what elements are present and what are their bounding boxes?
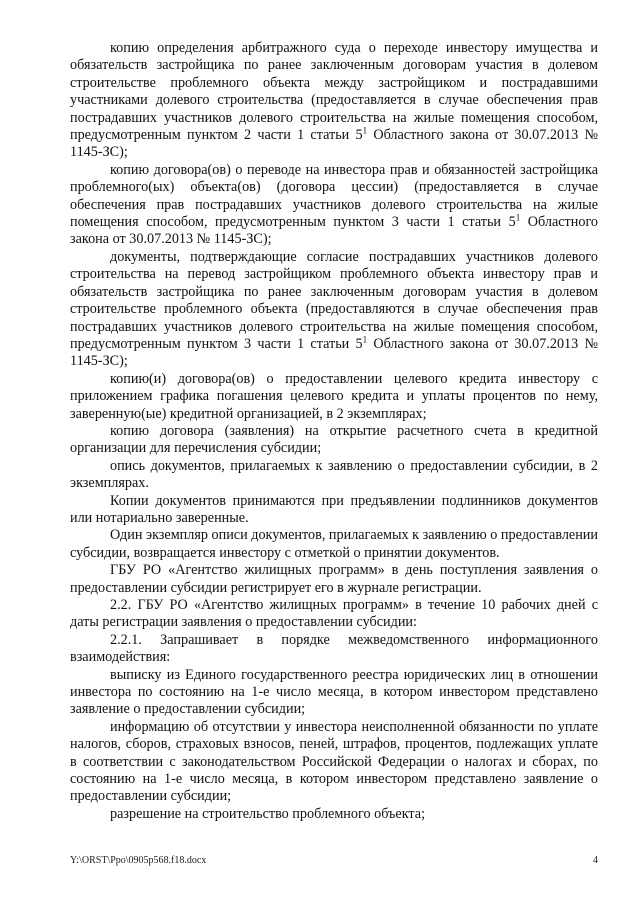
superscript: 1 xyxy=(362,125,368,136)
page-footer xyxy=(70,855,598,866)
superscript: 1 xyxy=(515,212,521,223)
paragraph-4: копию(и) договора(ов) о предоставлении целевого кредита инвестору с приложением графика погашения целевого кредита и уплаты процентов по нему, заверенную(ые) кредитной организацией, в 2 экземплярах; xyxy=(70,370,598,422)
paragraph-1: копию определения арбитражного суда о переходе инвестору имущества и обязательств застройщика по ранее заключенным договорам участия в долевом строительстве проблемного объекта между застройщиком и пострадавшими участниками долевого строительства (предоставляется в случае обеспечения прав пострадавших участников долевого строительства на жилые помещения способом, предусмотренным пунктом 2 части 1 статьи $5^1$ Областного закона от 30.07.2013 № 1145-ЗС); xyxy=(70,40,599,161)
paragraph-3: документы, подтверждающие согласие пострадавших участников долевого строительства на перевод застройщиком проблемного объекта инвестору прав и обязательств застройщика по ранее заключенным договорам участия в долевом строительстве проблемного объекта (предоставляются в случае обеспечения прав пострадавших участников долевого строительства на жилые помещения способом, предусмотренным пунктом 3 части 1 статьи $5^1$ Областного закона от 30.07.2013 № 1145-ЗС); xyxy=(70,248,599,370)
paragraph-12: выписку из Единого государственного реестра юридических лиц в отношении инвестора по состоянию на 1-е число месяца, в котором инвестором представлено заявление о предоставлении субсидии; xyxy=(70,666,598,718)
paragraph-6: опись документов, прилагаемых к заявлению о предоставлении субсидии, в 2 экземплярах. xyxy=(70,457,598,492)
page-number: 4 xyxy=(593,855,598,866)
paragraph-5: копию договора (заявления) на открытие расчетного счета в кредитной организации для перечисления субсидии; xyxy=(70,422,598,457)
paragraph-11: 2.2.1. Запрашивает в порядке межведомственного информационного взаимодействия: xyxy=(70,631,598,666)
paragraph-2: копию договора(ов) о переводе на инвестора прав и обязанностей застройщика проблемного(ых) объекта(ов) (договора цессии) (предоставляется в случае обеспечения прав пострадавших участников долевого строительства на жилые помещения способом, предусмотренным пунктом 3 части 1 статьи $5^1$ Областного закона от 30.07.2013 № 1145-ЗС); xyxy=(70,161,599,248)
paragraph-14: разрешение на строительство проблемного объекта; xyxy=(110,805,426,822)
paragraph-13: информацию об отсутствии у инвестора неисполненной обязанности по уплате налогов, сборов, страховых взносов, пеней, штрафов, процентов, подлежащих уплате в соответствии с законодательством Российской Федерации о налогах и сборах, по состоянию на 1-е число месяца, в котором инвестором представлено заявление о предоставлении субсидии; xyxy=(70,718,598,805)
paragraph-9: ГБУ РО «Агентство жилищных программ» в день поступления заявления о предоставлении субсидии регистрирует его в журнале регистрации. xyxy=(70,562,598,596)
file-path: Y:\ORST\Ppo\0905p568.f18.docx xyxy=(70,855,207,866)
superscript: 1 xyxy=(362,334,368,345)
paragraph-8: Один экземпляр описи документов, прилагаемых к заявлению о предоставлении субсидии, возвращается инвестору с отметкой о принятии документов. xyxy=(70,527,598,561)
paragraph-7: Копии документов принимаются при предъявлении подлинников документов или нотариально заверенные. xyxy=(70,492,598,526)
document-body xyxy=(70,40,598,823)
paragraph-10: 2.2. ГБУ РО «Агентство жилищных программ» в течение 10 рабочих дней с даты регистрации заявления о предоставлении субсидии: xyxy=(70,597,598,631)
